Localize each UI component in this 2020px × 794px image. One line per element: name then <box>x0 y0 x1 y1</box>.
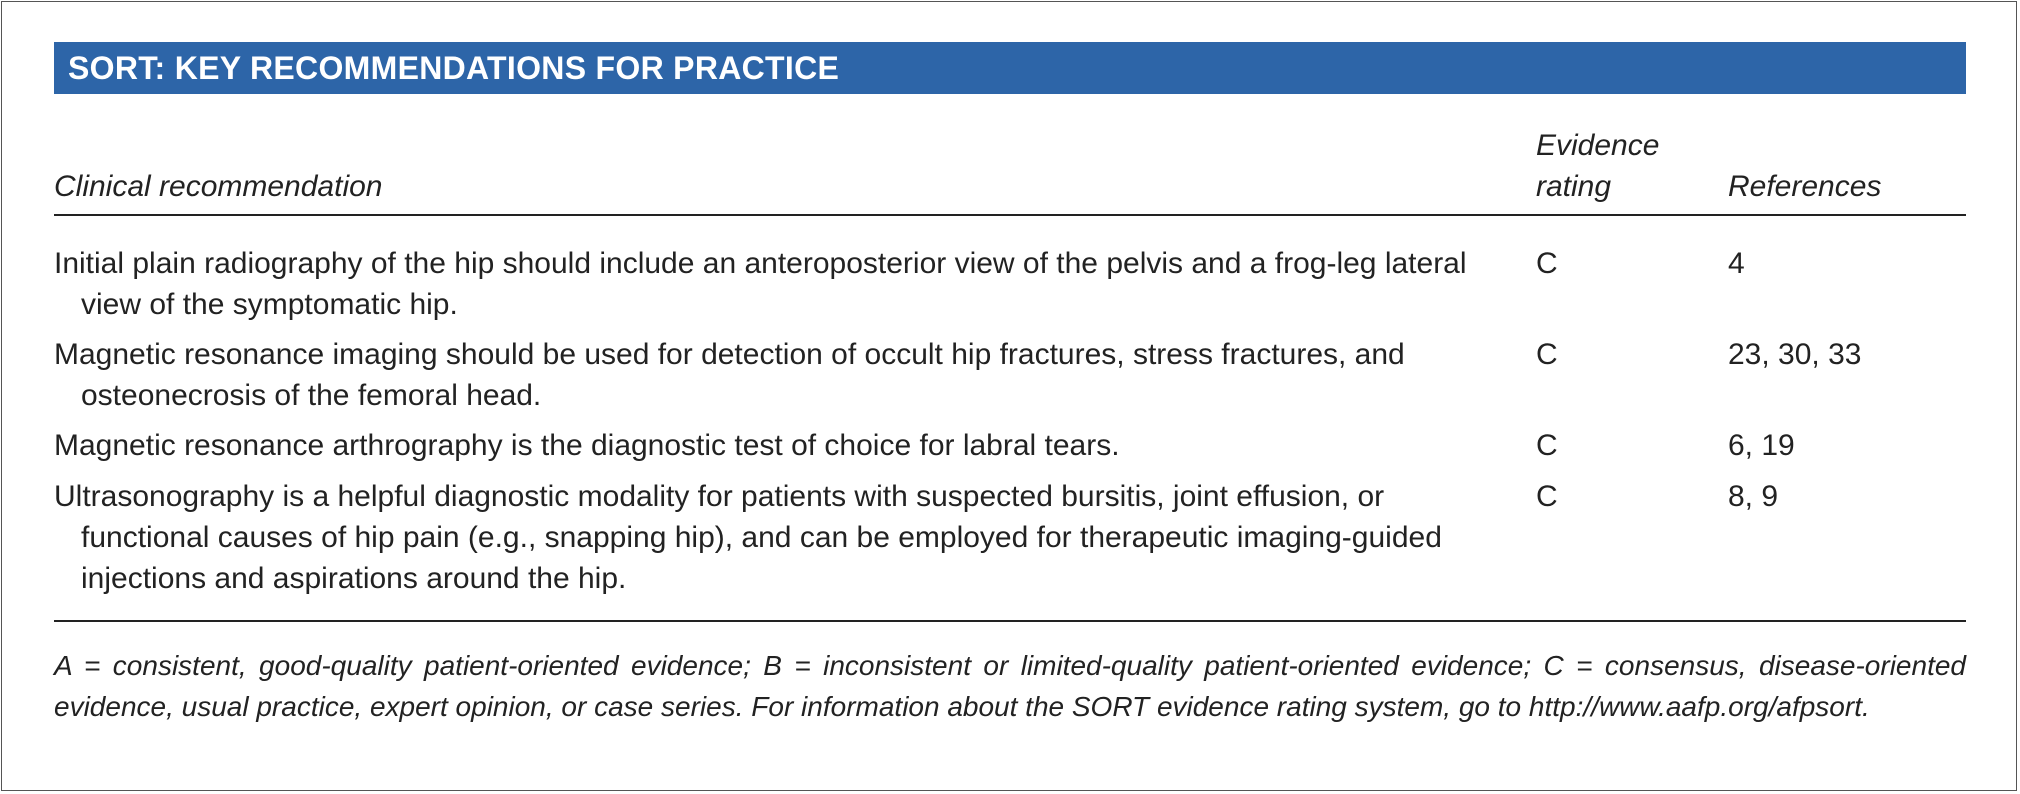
header-evidence-rating <box>1536 125 1659 207</box>
table-row-4-evidence: C <box>1536 480 1558 513</box>
table-row-1-references: 4 <box>1728 247 1745 280</box>
title-banner <box>54 42 1966 94</box>
header-evidence-line2: rating <box>1536 170 1612 203</box>
table-row-3-evidence: C <box>1536 429 1558 462</box>
table-row-2-recommendation: Magnetic resonance imaging should be used for detection of occult hip fractures, stress fractures, and osteonecrosis of the femoral head. <box>54 338 1405 412</box>
header-evidence-line1: Evidence <box>1536 129 1660 162</box>
banner-title: SORT: KEY RECOMMENDATIONS FOR PRACTICE <box>68 49 840 86</box>
header-references: References <box>1728 170 1882 203</box>
table-row-1-evidence: C <box>1536 247 1558 280</box>
table-row-3-references: 6, 19 <box>1728 429 1795 462</box>
header-rule <box>54 214 1966 216</box>
header-clinical-recommendation: Clinical recommendation <box>54 170 383 203</box>
table-row-2-evidence: C <box>1536 338 1558 371</box>
footer-rule <box>54 620 1966 622</box>
table-row-3-recommendation: Magnetic resonance arthrography is the diagnostic test of choice for labral tears. <box>54 429 1120 462</box>
table-row-4-references: 8, 9 <box>1728 480 1779 513</box>
table-row-2-references: 23, 30, 33 <box>1728 338 1862 371</box>
table-row-4-recommendation: Ultrasonography is a helpful diagnostic modality for patients with suspected bursitis, joint effusion, or functional causes of hip pain (e.g., snapping hip), and can be employed for therapeutic imaging-guided injections and aspirations around the hip. <box>54 480 1442 595</box>
table-row-1-recommendation: Initial plain radiography of the hip should include an anteroposterior view of the pelvis and a frog-leg lateral view of the symptomatic hip. <box>54 247 1467 321</box>
evidence-footnote: A = consistent, good-quality patient-oriented evidence; B = inconsistent or limited-quality patient-oriented evidence; C = consensus, disease-oriented evidence, usual practice, expert opinion, or case series. For information about the SORT evidence rating system, go to http://www.aafp.org/afpsort. <box>54 650 1966 722</box>
